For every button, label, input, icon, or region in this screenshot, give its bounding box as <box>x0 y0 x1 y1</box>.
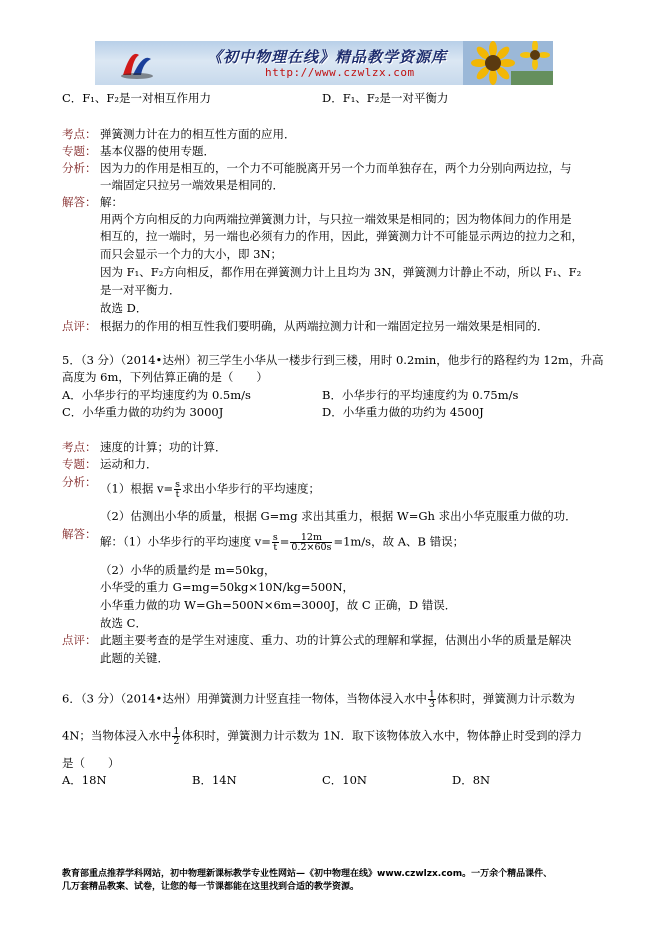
footer-line-1: 教育部重点推荐学科网站，初中物理新课标教学专业性网站—《初中物理在线》www.czwlzx.com。一万余个精品课件、 <box>62 869 553 879</box>
banner-url[interactable]: http://www.czwlzx.com <box>265 66 415 79</box>
q5-dianping-1: 此题主要考查的是学生对速度、重力、功的计算公式的理解和掌握，估测出小华的质量是解决 <box>100 633 572 647</box>
q6-option-b: B．14N <box>192 773 237 787</box>
speed-fraction-symbolic: $\frac{s}{t}$ <box>272 532 278 553</box>
q6-option-c: C．10N <box>322 773 367 787</box>
q6-stem-1: 6．（3 分）（2014•达州）用弹簧测力计竖直挂一物体，当物体浸入水中 $\frac{1}{3}$ 体积时，弹簧测力计示数为 <box>62 689 575 710</box>
q5-answer-line-4: 小华重力做的功 W=Gh=500N×6m=3000J，故 C 正确，D 错误． <box>100 598 457 612</box>
footer-line-2: 几万套精品教案、试卷，让您的每一节课都能在这里找到合适的教学资源。 <box>62 882 360 892</box>
speed-formula-fraction: $\frac{s}{t}$ <box>175 479 180 500</box>
q5-option-c: C．小华重力做的功约为 3000J <box>62 405 224 419</box>
q5-stem-2: 高度为 6m，下列估算正确的是（ ） <box>62 370 268 384</box>
q5-jieda-label: 解答： <box>62 527 97 541</box>
sunflower-image <box>463 41 553 85</box>
q5-kaodian: 速度的计算；功的计算． <box>100 440 227 454</box>
q4-answer-line-6: 故选 D． <box>100 301 148 315</box>
q5-answer-line-5: 故选 C． <box>100 616 147 630</box>
q5-option-a: A．小华步行的平均速度约为 0.5m/s <box>62 388 251 402</box>
q4-jieda-label: 解答： <box>62 195 97 209</box>
q6-stem-2: 4N；当物体浸入水中 $\frac{1}{2}$ 体积时，弹簧测力计示数为 1N．取下该物体放入水中，物体静止时受到的浮力 <box>62 726 582 747</box>
q4-fenxi-2: 一端固定只拉另一端效果是相同的． <box>100 178 284 192</box>
q6-option-d: D．8N <box>452 773 491 787</box>
q5-fenxi-2: （2）估测出小华的质量，根据 G=mg 求出其重力，根据 W=Gh 求出小华克服重力做的功． <box>100 509 577 523</box>
q4-option-c: C．F₁、F₂是一对相互作用力 <box>62 91 211 105</box>
site-logo-icon <box>117 45 157 81</box>
q6-fraction-one-half: $\frac{1}{2}$ <box>173 726 180 747</box>
q4-answer-line-2: 相互的，拉一端时，另一端也必须有力的作用，因此，弹簧测力计不可能显示两边的拉力之和， <box>100 229 583 243</box>
q5-kaodian-label: 考点： <box>62 440 97 454</box>
q4-fenxi-1: 因为力的作用是相互的，一个力不可能脱离开另一个力而单独存在，两个力分别向两边拉，与 <box>100 161 572 175</box>
q4-kaodian: 弹簧测力计在力的相互性方面的应用． <box>100 127 296 141</box>
q5-dianping-2: 此题的关键． <box>100 651 169 665</box>
q5-answer-line-2: （2）小华的质量约是 m=50kg， <box>100 563 276 577</box>
q5-option-b: B．小华步行的平均速度约为 0.75m/s <box>322 388 519 402</box>
q6-fraction-one-third: $\frac{1}{3}$ <box>428 689 435 710</box>
q5-option-d: D．小华重力做的功约为 4500J <box>322 405 484 419</box>
q5-answer-line-3: 小华受的重力 G=mg=50kg×10N/kg=500N， <box>100 580 355 594</box>
q4-answer-line-3: 而只会显示一个力的大小，即 3N； <box>100 247 283 261</box>
q6-stem-3: 是（ ） <box>62 756 120 770</box>
q4-answer-line-4: 因为 F₁、F₂方向相反，都作用在弹簧测力计上且均为 3N，弹簧测力计静止不动，所以 F₁、F₂ <box>100 265 582 279</box>
banner-title: 《初中物理在线》精品教学资源库 <box>207 48 448 66</box>
q6-option-a: A．18N <box>62 773 107 787</box>
q5-zhuanti-label: 专题： <box>62 457 97 471</box>
q4-kaodian-label: 考点： <box>62 127 97 141</box>
q4-jie: 解： <box>100 195 123 209</box>
speed-fraction-numeric: $\frac{12m}{0.2\times 60s}$ <box>291 532 332 553</box>
q5-answer-line-1: 解：（1）小华步行的平均速度 v= $\frac{s}{t}$ = $\frac{12m}{0.2\times 60s}$ =1m/s，故 A、B 错误； <box>100 532 465 553</box>
q5-zhuanti: 运动和力． <box>100 457 158 471</box>
q4-zhuanti: 基本仪器的使用专题． <box>100 144 215 158</box>
q4-answer-line-5: 是一对平衡力． <box>100 283 181 297</box>
q4-zhuanti-label: 专题： <box>62 144 97 158</box>
header-banner <box>95 41 553 85</box>
q5-fenxi-1: （1）根据 v= $\frac{s}{t}$ 求出小华步行的平均速度； <box>100 479 320 500</box>
q4-dianping: 根据力的作用的相互性我们要明确，从两端拉测力计和一端固定拉另一端效果是相同的． <box>100 319 549 333</box>
q5-stem-1: 5．（3 分）（2014•达州）初三学生小华从一楼步行到三楼，用时 0.2min，他步行的路程约为 12m，升高 <box>62 353 604 367</box>
q4-answer-line-1: 用两个方向相反的力向两端拉弹簧测力计，与只拉一端效果是相同的；因为物体间力的作用是 <box>100 212 572 226</box>
q5-dianping-label: 点评： <box>62 633 97 647</box>
q4-option-d: D．F₁、F₂是一对平衡力 <box>322 91 449 105</box>
q4-fenxi-label: 分析： <box>62 161 97 175</box>
q4-dianping-label: 点评： <box>62 319 97 333</box>
q5-fenxi-label: 分析： <box>62 475 97 489</box>
